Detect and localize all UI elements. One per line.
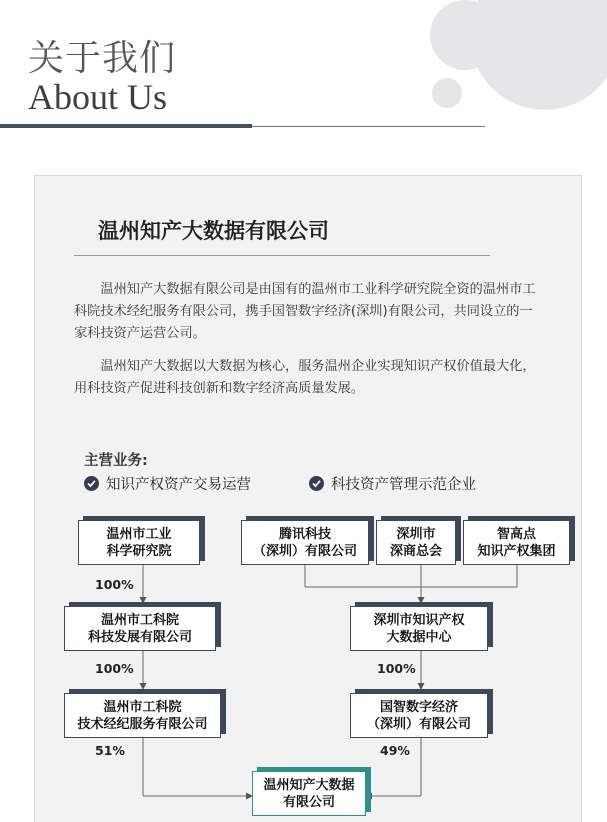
business-title: 主营业务: (84, 453, 148, 469)
page-title-english: About Us (28, 77, 168, 117)
org-node-shenzhen-chamber: 深圳市 深商总会 (376, 520, 456, 565)
company-name-heading: 温州知产大数据有限公司 (98, 219, 329, 243)
org-node-wenzhou-ip-bigdata: 温州知产大数据 有限公司 (252, 771, 366, 816)
page-title-chinese: 关于我们 (28, 38, 177, 79)
ownership-percentage: 100% (95, 577, 134, 592)
org-node-tech-development: 温州市工科院 科技发展有限公司 (64, 606, 216, 651)
org-node-guozhi-digital: 国智数字经济 （深圳）有限公司 (350, 693, 488, 738)
ownership-percentage: 100% (377, 661, 416, 676)
org-node-zhigaodian: 智高点 知识产权集团 (463, 520, 570, 565)
ownership-percentage: 49% (380, 743, 410, 758)
org-node-tencent: 腾讯科技 （深圳）有限公司 (241, 520, 369, 565)
ownership-percentage: 100% (95, 661, 134, 676)
business-item-label: 科技资产管理示范企业 (331, 477, 476, 493)
ownership-percentage: 51% (95, 743, 125, 758)
org-node-tech-brokerage: 温州市工科院 技术经纪服务有限公司 (64, 693, 221, 738)
business-item-label: 知识产权资产交易运营 (106, 477, 251, 493)
org-node-shenzhen-ip-center: 深圳市知识产权 大数据中心 (350, 606, 488, 651)
org-node-wenzhou-institute: 温州市工业 科学研究院 (78, 520, 200, 565)
intro-paragraph-2: 温州知产大数据以大数据为核心，服务温州企业实现知识产权价值最大化，用科技资产促进科技创新和数字经济高质量发展。 (74, 359, 536, 396)
intro-paragraph-1: 温州知产大数据有限公司是由国有的温州市工业科学研究院全资的温州市工科院技术经纪服务有限公司，携手国智数字经济(深圳)有限公司，共同设立的一家科技资产运营公司。 (74, 282, 536, 341)
